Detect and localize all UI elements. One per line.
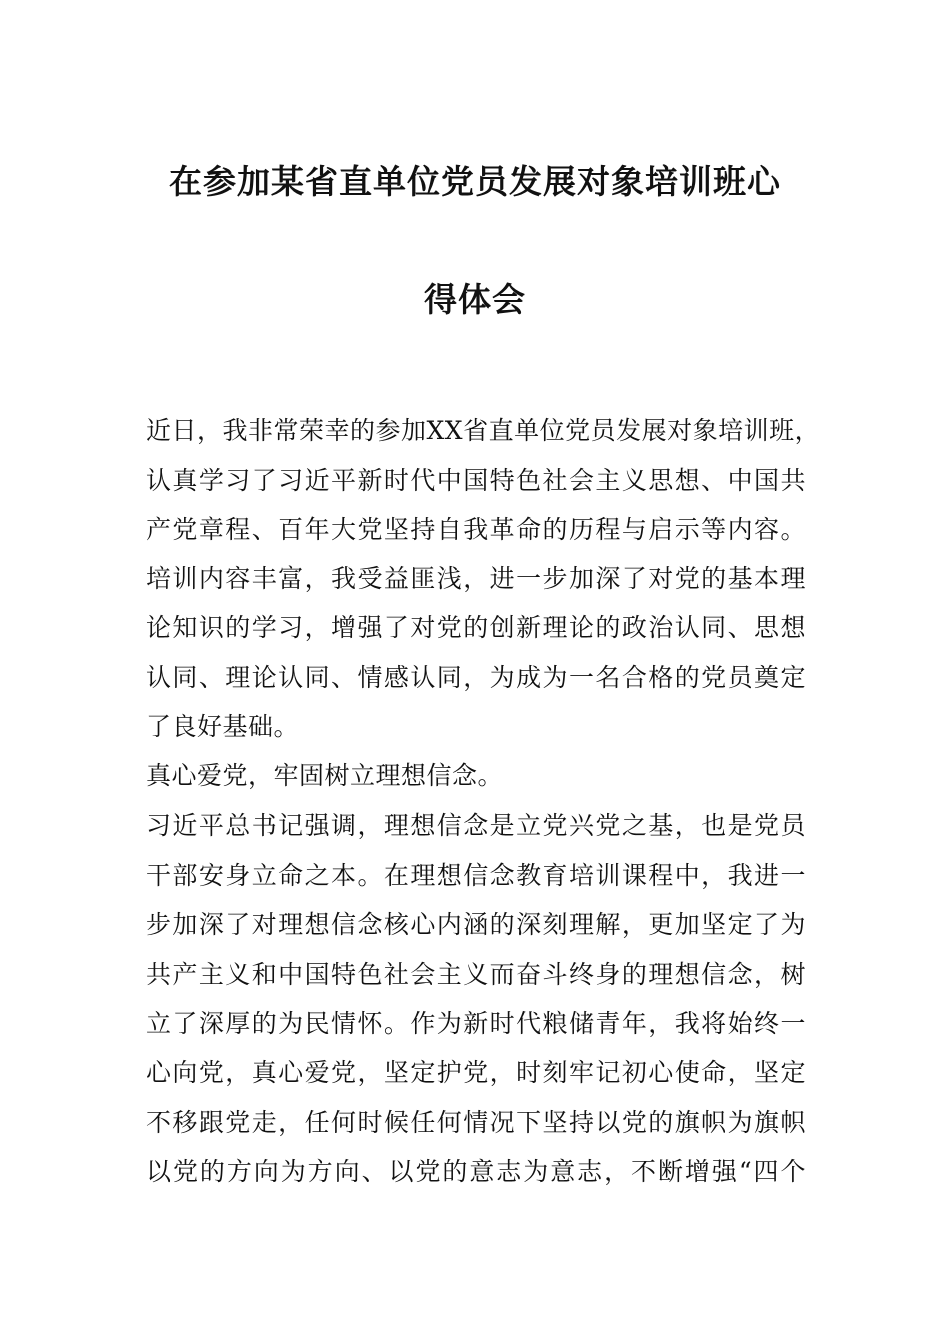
document-title-line-2: 得体会	[424, 280, 526, 319]
body-line-7: 了良好基础。	[146, 712, 300, 741]
body-line-15: 不移跟党走，任何时候任何情况下坚持以党的旗帜为旗帜	[146, 1108, 806, 1137]
section-heading: 真心爱党，牢固树立理想信念。	[146, 761, 504, 790]
body-line-4: 培训内容丰富，我受益匪浅，进一步加深了对党的基本理	[146, 564, 806, 593]
body-line-13: 立了深厚的为民情怀。作为新时代粮储青年，我将始终一	[146, 1009, 806, 1038]
body-line-1: 近日，我非常荣幸的参加XX省直单位党员发展对象培训班，	[146, 416, 821, 445]
body-line-10: 干部安身立命之本。在理想信念教育培训课程中，我进一	[146, 861, 806, 890]
body-line-12: 共产主义和中国特色社会主义而奋斗终身的理想信念，树	[146, 960, 806, 989]
body-line-16: 以党的方向为方向、以党的意志为意志，不断增强“四个	[146, 1157, 806, 1186]
body-line-5: 论知识的学习，增强了对党的创新理论的政治认同、思想	[146, 613, 806, 642]
body-line-14: 心向党，真心爱党，坚定护党，时刻牢记初心使命，坚定	[146, 1058, 806, 1087]
document-title-line-1: 在参加某省直单位党员发展对象培训班心	[169, 162, 781, 201]
body-line-3: 产党章程、百年大党坚持自我革命的历程与启示等内容。	[146, 515, 806, 544]
body-line-11: 步加深了对理想信念核心内涵的深刻理解，更加坚定了为	[146, 910, 806, 939]
body-line-6: 认同、理论认同、情感认同，为成为一名合格的党员奠定	[146, 663, 806, 692]
body-line-2: 认真学习了习近平新时代中国特色社会主义思想、中国共	[146, 466, 806, 495]
body-line-9: 习近平总书记强调，理想信念是立党兴党之基，也是党员	[146, 811, 806, 840]
